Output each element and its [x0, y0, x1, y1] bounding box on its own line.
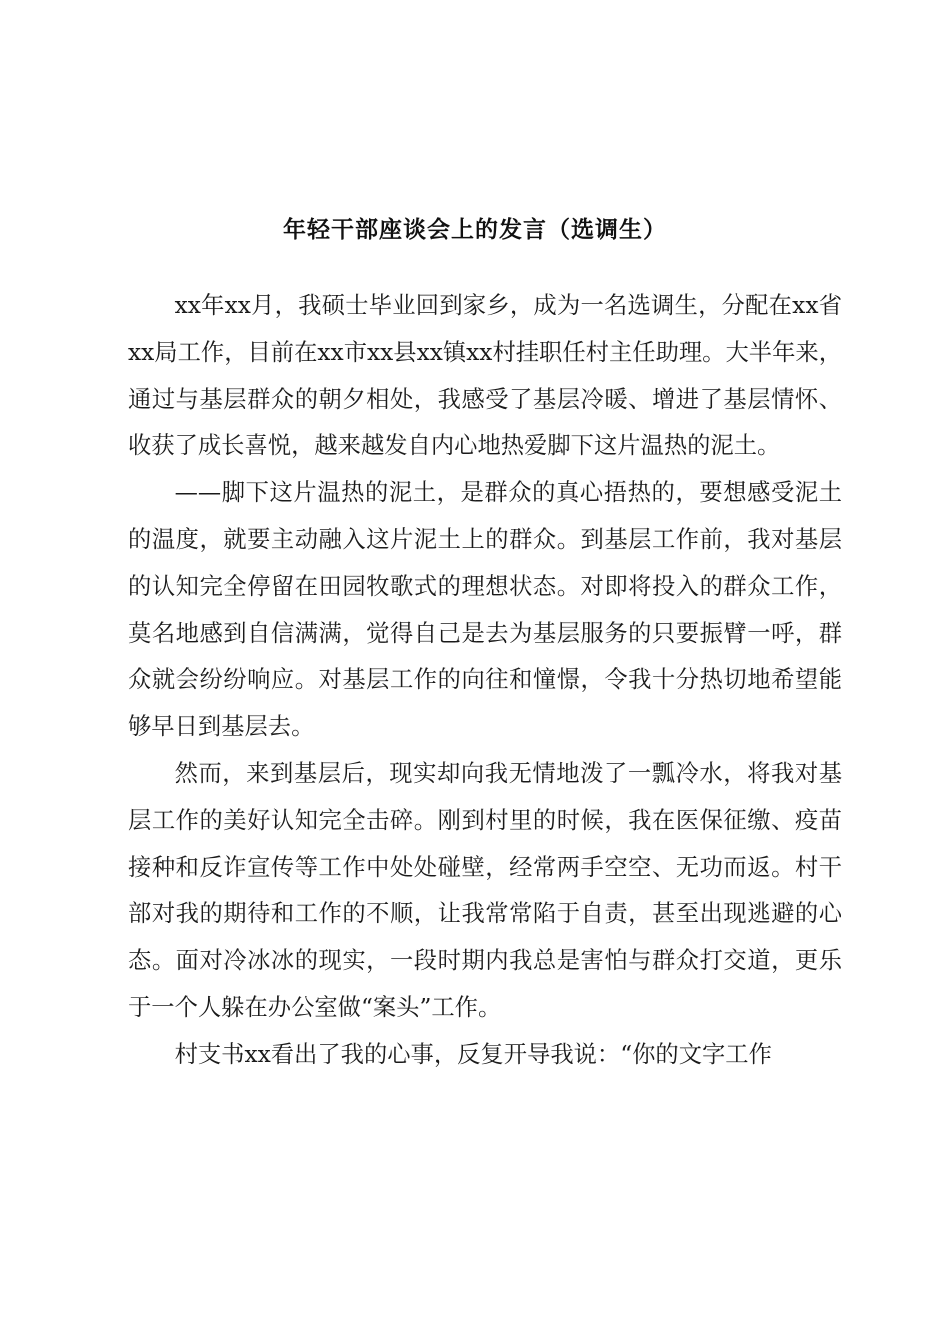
paragraph: xx年xx月，我硕士毕业回到家乡，成为一名选调生，分配在xx省xx局工作，目前在xx市xx县xx镇xx村挂职任村主任助理。大半年来，通过与基层群众的朝夕相处，我感受了基层冷暖、增进了基层情怀、收获了成长喜悦，越来越发自内心地热爱脚下这片温热的泥土。 [128, 292, 842, 460]
paragraph: ——脚下这片温热的泥土，是群众的真心捂热的，要想感受泥土的温度，就要主动融入这片泥土上的群众。到基层工作前，我对基层的认知完全停留在田园牧歌式的理想状态。对即将投入的群众工作，莫名地感到自信满满，觉得自己是去为基层服务的只要振臂一呼，群众就会纷纷响应。对基层工作的向往和憧憬，令我十分热切地希望能够早日到基层去。 [128, 479, 842, 741]
paragraph: 然而，来到基层后，现实却向我无情地泼了一瓢冷水，将我对基层工作的美好认知完全击碎。刚到村里的时候，我在医保征缴、疫苗接种和反诈宣传等工作中处处碰壁，经常两手空空、无功而返。村干部对我的期待和工作的不顺，让我常常陷于自责，甚至出现逃避的心态。面对冷冰冰的现实，一段时期内我总是害怕与群众打交道，更乐于一个人躲在办公室做“案头”工作。 [128, 759, 842, 1021]
document-body [128, 283, 842, 1079]
document-title: 年轻干部座谈会上的发言（选调生） [283, 217, 667, 243]
paragraph: 村支书xx看出了我的心事，反复开导我说：“你的文字工作 [174, 1040, 772, 1068]
